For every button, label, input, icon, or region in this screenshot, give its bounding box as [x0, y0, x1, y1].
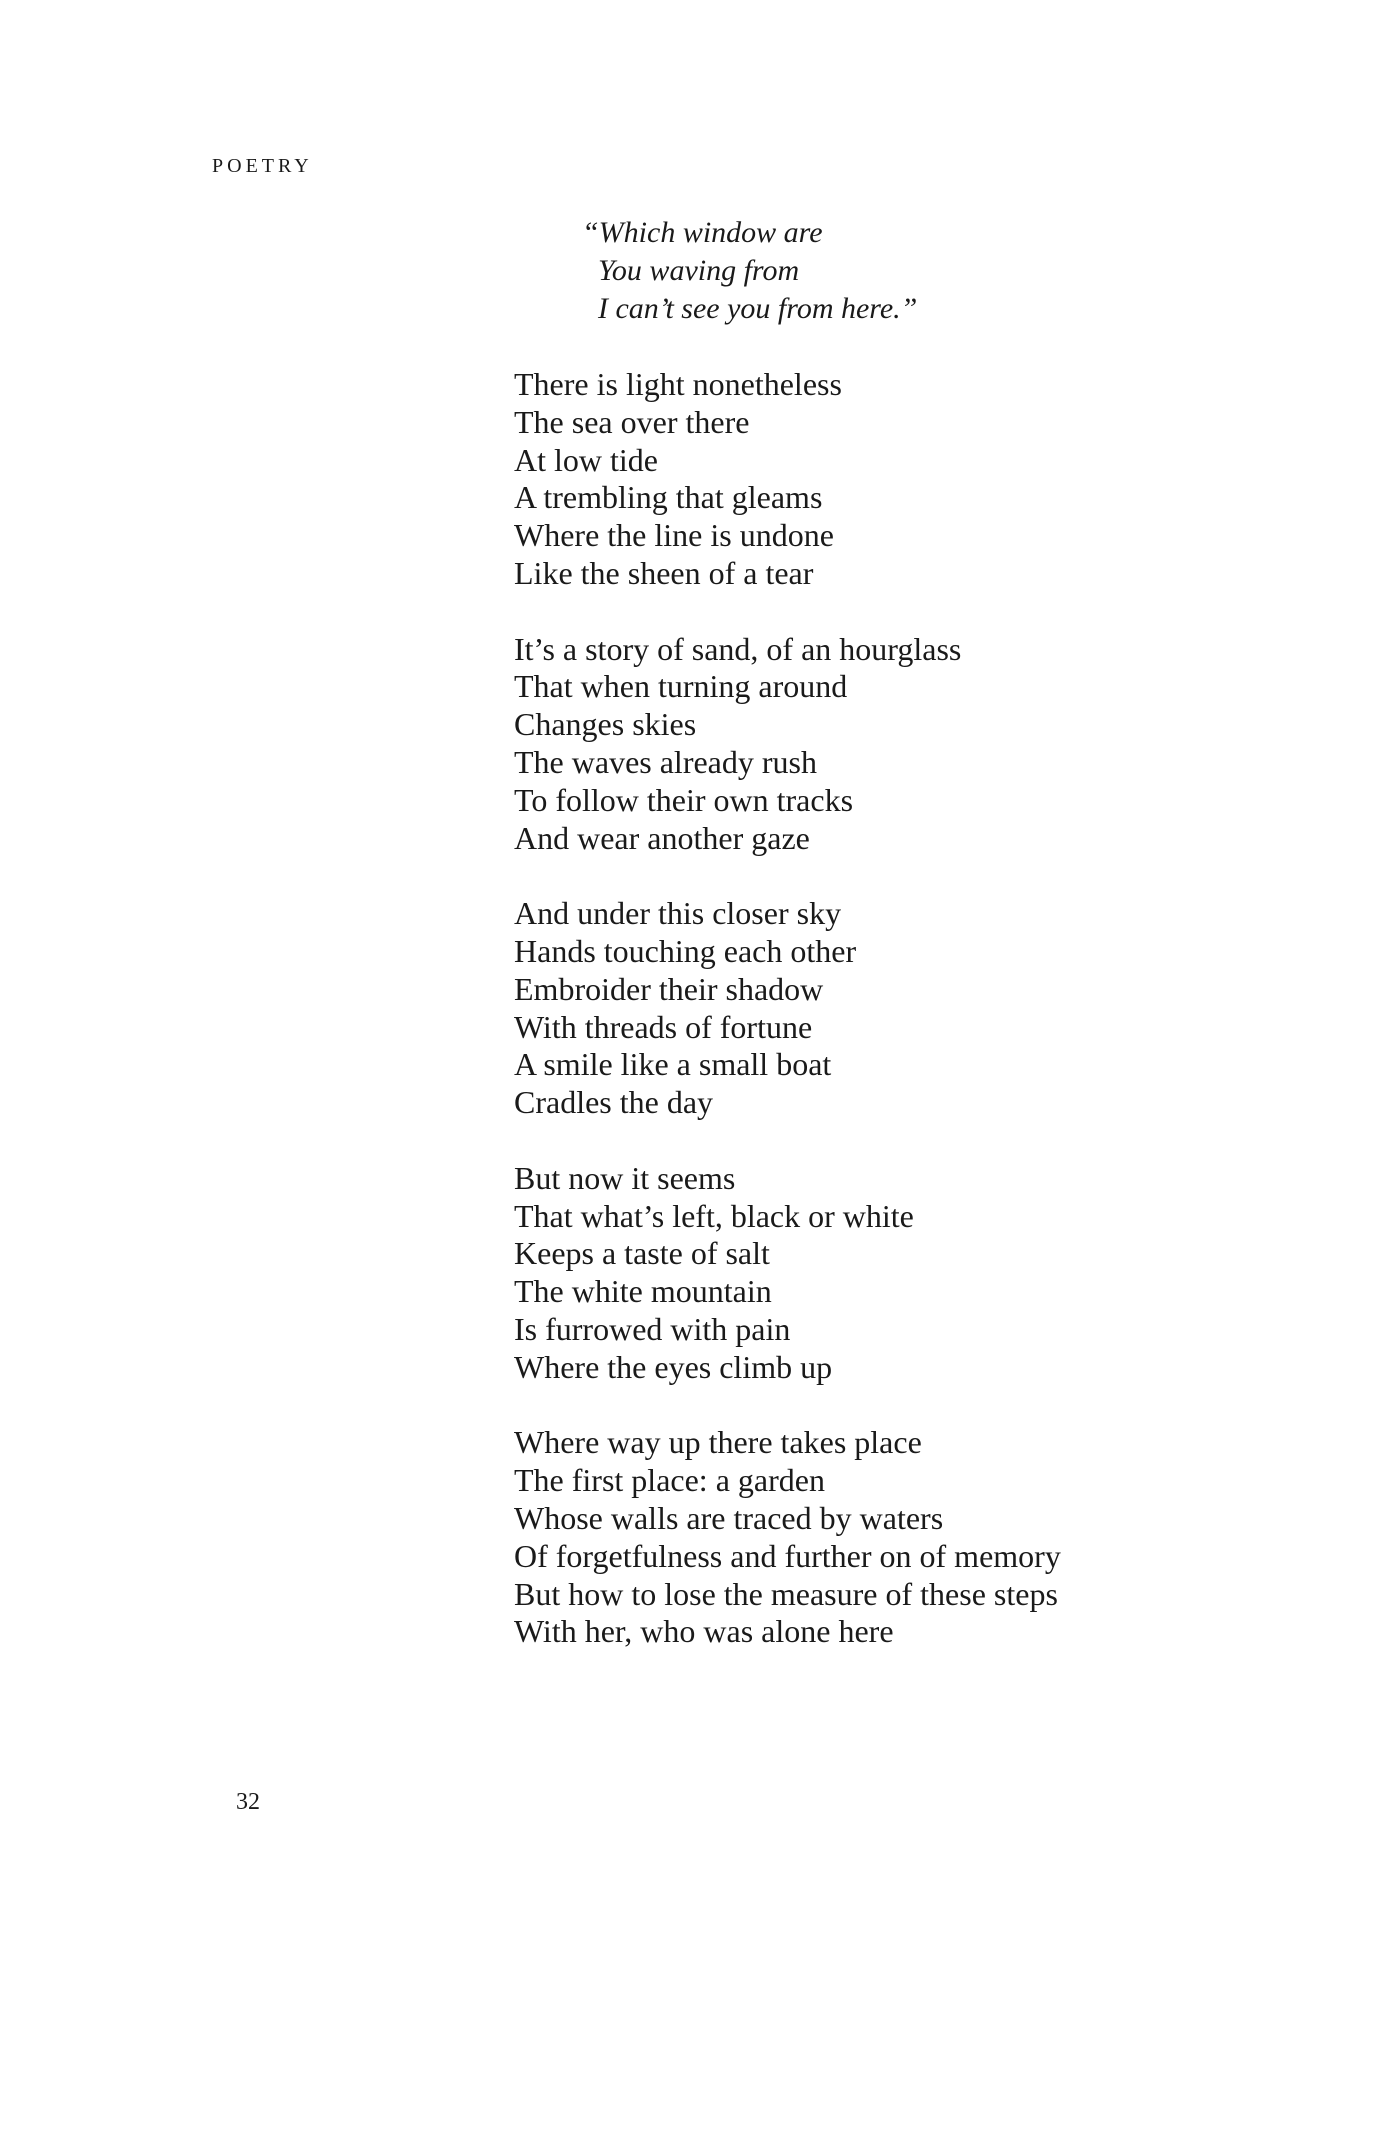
poem-line: And under this closer sky: [514, 895, 842, 932]
poem-line: With threads of fortune: [514, 1008, 813, 1045]
epigraph-line: You waving from: [598, 254, 800, 287]
poem-line: And wear another gaze: [514, 819, 810, 856]
poem-line: That what’s left, black or white: [514, 1197, 914, 1234]
poem-line: That when turning around: [514, 668, 848, 705]
stanza-5: [514, 1424, 1061, 1651]
running-head: POETRY: [212, 155, 313, 177]
poem-line: To follow their own tracks: [514, 781, 854, 818]
poem-line: Is furrowed with pain: [514, 1310, 791, 1347]
poem-line: The waves already rush: [514, 743, 817, 780]
stanza-3: [514, 895, 1061, 1122]
poem-line: The white mountain: [514, 1273, 772, 1310]
poem-line: The first place: a garden: [514, 1462, 825, 1499]
epigraph-line: I can’t see you from here.”: [598, 292, 918, 325]
poem-line: Hands touching each other: [514, 932, 857, 969]
poem-line: But now it seems: [514, 1159, 736, 1196]
poem-line: Keeps a taste of salt: [514, 1235, 770, 1272]
poem-line: Of forgetfulness and further on of memory: [514, 1537, 1061, 1574]
poem-body: [514, 366, 1061, 1651]
poem-line: There is light nonetheless: [514, 366, 842, 402]
stanza-1: [514, 366, 1061, 593]
poem-line: At low tide: [514, 441, 658, 478]
poem-line: But how to lose the measure of these steps: [514, 1575, 1058, 1612]
poem-line: It’s a story of sand, of an hourglass: [514, 630, 962, 667]
poem-line: Cradles the day: [514, 1084, 714, 1121]
stanza-4: [514, 1160, 1061, 1387]
poem-line: A smile like a small boat: [514, 1046, 832, 1083]
poem-line: Embroider their shadow: [514, 970, 824, 1007]
page-number: 32: [236, 1789, 260, 1815]
poem-line: A trembling that gleams: [514, 479, 823, 516]
poem-line: Like the sheen of a tear: [514, 554, 814, 591]
poem-line: Where the line is undone: [514, 517, 834, 554]
epigraph: [582, 214, 917, 328]
poem-line: Where way up there takes place: [514, 1424, 922, 1461]
poem-line: Changes skies: [514, 706, 697, 743]
epigraph-line: “Which window are: [582, 216, 823, 249]
poem-line: Whose walls are traced by waters: [514, 1499, 944, 1536]
poem-line: With her, who was alone here: [514, 1613, 894, 1650]
stanza-2: [514, 631, 1061, 858]
poem-line: Where the eyes climb up: [514, 1348, 833, 1385]
poem-line: The sea over there: [514, 403, 750, 440]
